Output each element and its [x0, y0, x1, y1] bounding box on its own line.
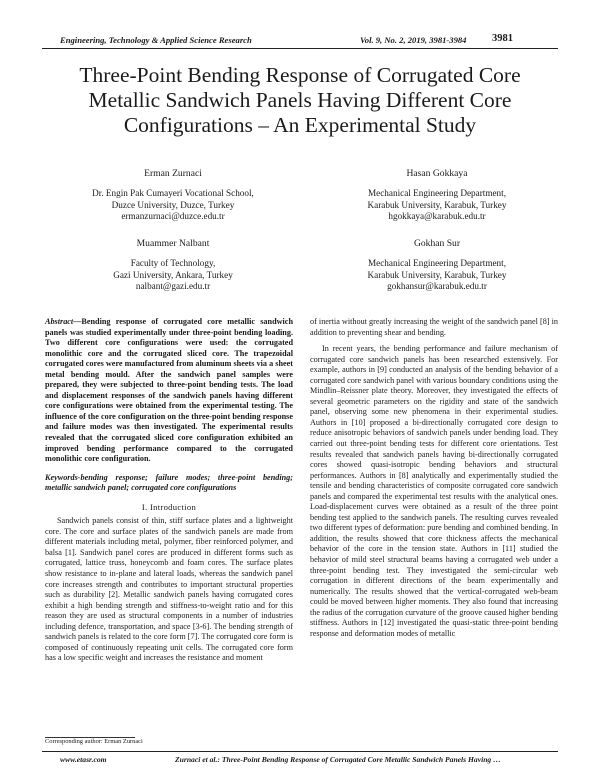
abstract-label: Abstract	[45, 317, 74, 326]
author-email: nalbant@gazi.edu.tr	[135, 281, 211, 292]
author-affiliation: Dr. Engin Pak Cumayeri Vocational School,	[92, 188, 254, 199]
page-number: 3981	[492, 33, 513, 44]
abstract-text: —Bending response of corrugated core metallic sandwich panels was studied experimentally under three-point bending loading. Two different core configurations were used: the corrugated monolithic core and the corrugated sliced core. The trapezoidal corrugated cores were manufactured from aluminum sheets via a sheet metal bending mould. After the sandwich panel samples were prepared, they were subjected to three-point bending tests. The load and displacement responses of the sandwich panels having different core configurations were obtained from the experimental testing. The influence of the core configuration on the three-point bending response and failure modes was then investigated. The experimental results revealed that the corrugated sliced core configuration exhibited an improved bending performance compared to the corrugated monolithic core configuration.	[45, 317, 293, 464]
running-header	[42, 33, 558, 47]
left-column	[45, 317, 293, 664]
author-affiliation: Mechanical Engineering Department,	[367, 258, 506, 269]
author-block-3	[48, 238, 298, 293]
footer-rule	[42, 751, 558, 752]
volume-info: Vol. 9, No. 2, 2019, 3981-3984	[360, 35, 467, 45]
journal-website-link[interactable]: www.etasr.com	[60, 755, 107, 764]
author-affiliation: Faculty of Technology,	[130, 258, 216, 269]
header-rule	[42, 48, 558, 49]
body-paragraph: Sandwich panels consist of thin, stiff surface plates and a lightweight core. The core and surface plates of the sandwich panels are made from different materials including metal, polymer, fiber reinforced polymer, and balsa [1]. Sandwich panel cores are produced in different forms such as corrugated, lattice truss, honeycomb and foam cores. The surface plates show resistance to in-plane and lateral loads, whereas the sandwich panel core increases strength and contributes to important structural properties such as durability [2]. Metallic sandwich panels having corrugated cores exhibit a high bending strength and stiffness-to-weight ratio and for this reason they are used as structural components in a number of industries including defence, transportation, and space [3-6]. The bending strength of sandwich panels is related to the core form [7]. The corrugated core form is composed of continuously repeating unit cells. The corrugated core form has a low specific weight and increases the resistance and moment	[45, 516, 293, 663]
author-affiliation: Mechanical Engineering Department,	[367, 188, 506, 199]
body-paragraph: In recent years, the bending performance and failure mechanism of corrugated core sandwich panels has been researched extensively. For example, authors in [9] conducted an analysis of the bending behavior of a corrugated core sandwich panel with various boundary conditions using the Mindlin–Reissner plate theory. Moreover, they investigated the effects of several geometric parameters on the rigidity and state of the sandwich panel, observing some new phenomena in their experimental studies. Authors in [10] proposed a bi-directionally corrugated core design to reduce anisotropic behaviors of sandwich panels under bending load. They carried out three-point bending tests for different core orientations. Test results revealed that sandwich panels having bi-directionally corrugated cores showed quasi-isotropic bending behaviors and structural performances. Authors in [8] analytically and experimentally studied the tensile and bending characteristics of composite corrugated core sandwich panels and compared the experimental test results with the analytical ones. Load-displacement curves were obtained as a result of the three point bending test applied to the sandwich panels. The resulting curves revealed two different types of deformation: pure bending and combined bending. In addition, the results showed that core thickness affects the mechanical behavior of the core in the tension state. Authors in [11] studied the behavior of mild steel structural beams having a corrugated web under a three-point bending test. They investigated the semi-circular web corrugation in different directions of the beam experimentally and numerically. The results showed that the vertical-corrugated web-beam could be moved between higher moments. They also found that increasing the radius of the corrugation curvature of the groove caused higher bending stiffness. Authors in [12] investigated the quasi-static three-point bending response and deformation modes of metallic	[310, 344, 558, 638]
author-email: gokhansur@karabuk.edu.tr	[387, 281, 487, 292]
abstract	[45, 317, 293, 465]
author-block-4	[312, 238, 562, 293]
author-email: ermanzurnaci@duzce.edu.tr	[121, 211, 225, 222]
paper-title: Three-Point Bending Response of Corrugated Core Metallic Sandwich Panels Having Different Core Configurations – An Experimental Study	[79, 63, 521, 137]
author-name: Gokhan Sur	[413, 238, 461, 249]
author-name: Erman Zurnaci	[144, 168, 202, 179]
keywords: Keywords-bending response; failure modes; three-point bending; metallic sandwich panel; corrugated core configurations	[45, 472, 293, 493]
author-affiliation: Gazi University, Ankara, Turkey	[113, 269, 233, 280]
body-paragraph: of inertia without greatly increasing the weight of the sandwich panel [8] in addition to preventing shear and bending.	[310, 317, 558, 337]
author-email: hgokkaya@karabuk.edu.tr	[388, 211, 486, 222]
author-affiliation: Karabuk University, Karabuk, Turkey	[367, 199, 507, 210]
footer-citation: Zurnaci et al.: Three-Point Bending Response of Corrugated Core Metallic Sandwich Panels Having …	[175, 755, 501, 764]
author-affiliation: Duzce University, Duzce, Turkey	[111, 199, 235, 210]
right-column	[310, 317, 558, 639]
journal-name: Engineering, Technology & Applied Science Research	[60, 35, 252, 45]
author-block-1	[48, 168, 298, 223]
author-name: Muammer Nalbant	[136, 238, 210, 249]
section-heading: I. Introduction	[141, 501, 197, 512]
author-affiliation: Karabuk University, Karabuk, Turkey	[367, 269, 507, 280]
corresponding-author-note: Corresponding author: Erman Zurnaci	[45, 738, 143, 745]
author-name: Hasan Gokkaya	[406, 168, 468, 179]
author-block-2	[312, 168, 562, 223]
